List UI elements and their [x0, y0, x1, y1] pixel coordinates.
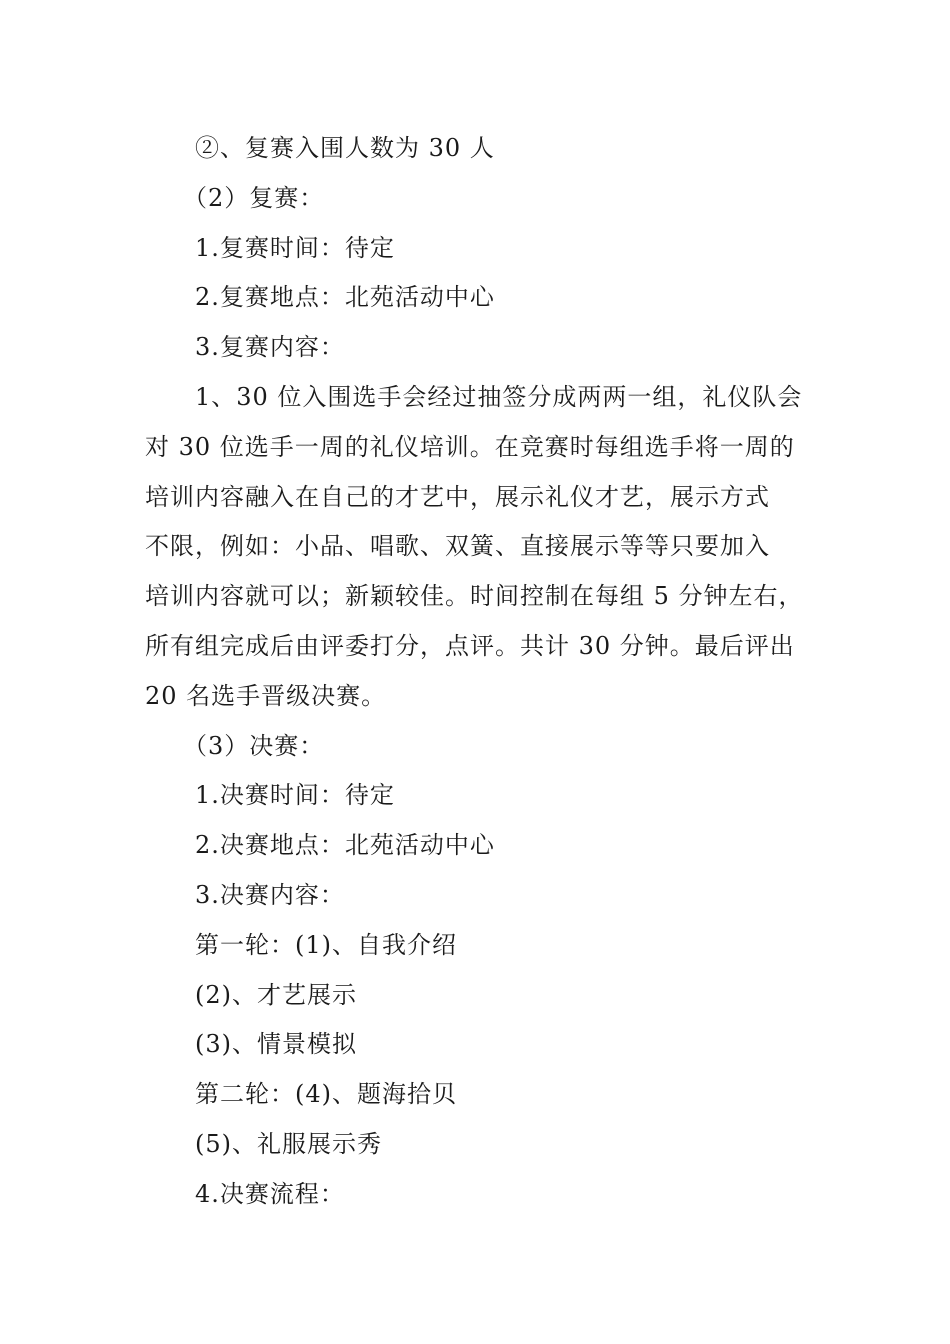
paragraph-line: 对 30 位选手一周的礼仪培训。在竞赛时每组选手将一周的: [145, 432, 795, 461]
text-line-final-content: 3.决赛内容：: [195, 880, 345, 909]
text-line-round-one: 第一轮：(1)、自我介绍: [195, 930, 457, 959]
paragraph-semifinal-description: [145, 373, 807, 722]
paragraph-line: 培训内容就可以；新颖较佳。时间控制在每组 5 分钟左右，: [145, 582, 804, 611]
section-heading-final: （3）决赛：: [183, 731, 325, 760]
text-line-talent-show: (2)、才艺展示: [195, 980, 357, 1009]
text-line-final-process: 4.决赛流程：: [195, 1179, 345, 1208]
paragraph-line: 培训内容融入在自己的才艺中，展示礼仪才艺，展示方式: [145, 482, 770, 511]
text-line-final-location: 2.决赛地点：北苑活动中心: [195, 831, 495, 860]
text-line-semifinal-content: 3.复赛内容：: [195, 333, 345, 362]
text-line-scenario: (3)、情景模拟: [195, 1030, 357, 1059]
paragraph-line: 20 名选手晋级决赛。: [145, 681, 387, 710]
paragraph-line: 所有组完成后由评委打分，点评。共计 30 分钟。最后评出: [145, 631, 795, 660]
text-line-round-two: 第二轮：(4)、题海拾贝: [195, 1080, 457, 1109]
paragraph-line: 不限，例如：小品、唱歌、双簧、直接展示等等只要加入: [145, 532, 770, 561]
text-line-dress-show: (5)、礼服展示秀: [195, 1129, 382, 1158]
text-line-semifinal-quota: ②、复赛入围人数为 30 人: [195, 134, 495, 162]
section-heading-semifinal: （2）复赛：: [183, 183, 325, 212]
text-line-semifinal-location: 2.复赛地点：北苑活动中心: [195, 283, 495, 312]
text-line-final-time: 1.决赛时间：待定: [195, 781, 395, 810]
document-body: [145, 124, 807, 1220]
paragraph-line: 1、30 位入围选手会经过抽签分成两两一组，礼仪队会: [195, 382, 803, 411]
text-line-semifinal-time: 1.复赛时间：待定: [195, 233, 395, 262]
